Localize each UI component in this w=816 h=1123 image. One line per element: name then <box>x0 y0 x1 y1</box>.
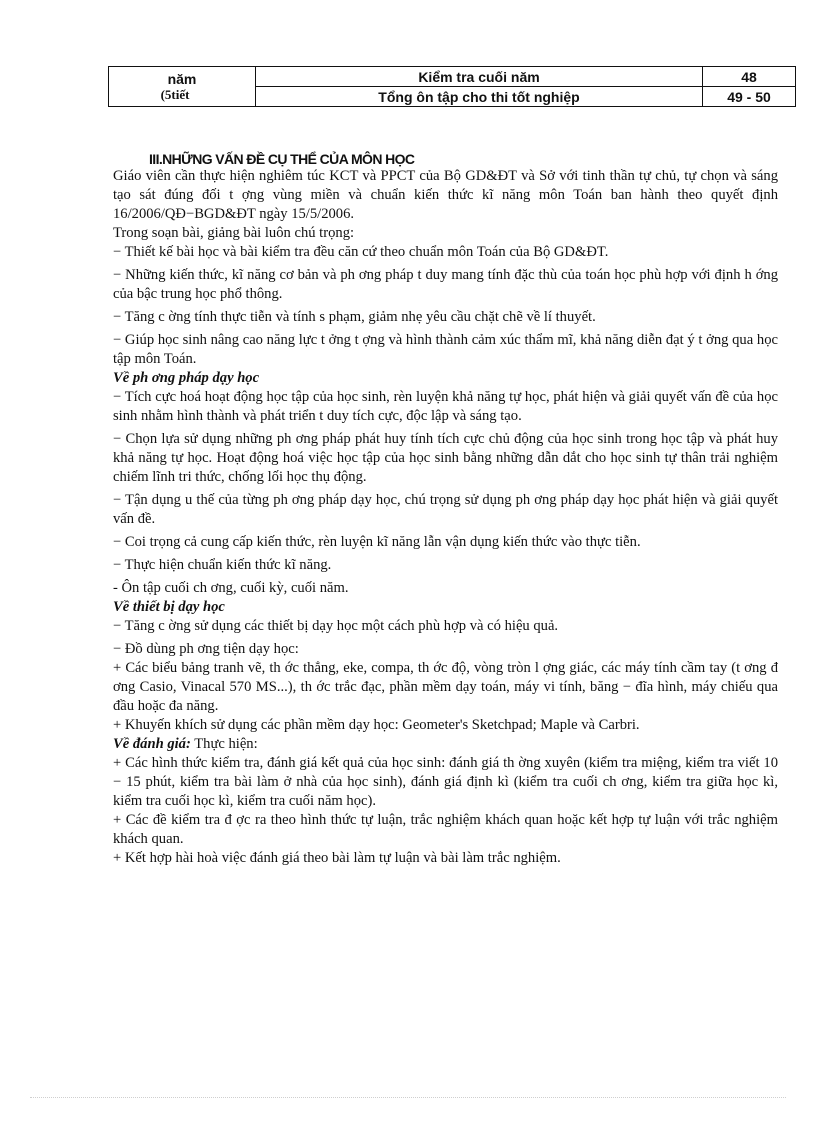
bullet-item: − Tận dụng u thế của từng ph ơng pháp dạy học, chú trọng sử dụng ph ơng pháp dạy học phát hiện và giải quyết vấn đề. <box>113 492 778 527</box>
bullet-item: − Giúp học sinh nâng cao năng lực t ởng t ợng và hình thành cảm xúc thẩm mĩ, khả năng diễn đạt ý t ởng qua học tập môn Toán. <box>113 332 778 367</box>
activity-cell: Tổng ôn tập cho thi tốt nghiệp <box>256 87 703 107</box>
bullet-item: − Những kiến thức, kĩ năng cơ bản và ph ơng pháp t duy mang tính đặc thù của toán học phù hợp với định h ớng của bậc trung học phổ thông. <box>113 267 778 302</box>
lesson-number-cell: 49 - 50 <box>703 87 796 107</box>
period-cell <box>109 67 256 107</box>
bullet-item: − Tăng c ờng tính thực tiễn và tính s phạm, giảm nhẹ yêu cầu chặt chẽ về lí thuyết. <box>113 309 596 325</box>
period-note: (5tiết <box>160 86 190 102</box>
period-label: năm <box>167 70 197 87</box>
bullet-item: + Các hình thức kiểm tra, đánh giá kết quả của học sinh: đánh giá th ờng xuyên (kiểm tra miệng, kiểm tra viết 10 − 15 phút, kiểm tra bài làm ở nhà của học sinh), đánh giá định kì (kiểm tra cuối ch ơng, kiểm tra giữa học kì, kiểm tra cuối học kì, kiểm tra cuối năm học). <box>113 755 778 809</box>
bullet-item: − Đồ dùng ph ơng tiện dạy học: <box>113 641 299 657</box>
method-heading: Về ph ơng pháp dạy học <box>113 370 260 386</box>
bullet-item: + Các đề kiểm tra đ ợc ra theo hình thức tự luận, trắc nghiệm khách quan hoặc kết hợp tự luận với trắc nghiệm khách quan. <box>113 812 778 847</box>
bullet-item: - Ôn tập cuối ch ơng, cuối kỳ, cuối năm. <box>113 580 349 596</box>
section-heading: III.NHỮNG VẤN ĐỀ CỤ THỂ CỦA MÔN HỌC <box>149 151 415 167</box>
bullet-item: + Kết hợp hài hoà việc đánh giá theo bài làm tự luận và bài làm trắc nghiệm. <box>113 850 561 866</box>
bullet-item: − Tăng c ờng sử dụng các thiết bị dạy học một cách phù hợp và có hiệu quả. <box>113 618 559 634</box>
assessment-line <box>113 735 778 754</box>
schedule-table <box>108 66 796 107</box>
footer-divider <box>30 1097 786 1098</box>
bullet-item: − Tích cực hoá hoạt động học tập của học sinh, rèn luyện khả năng tự học, phát hiện và giải quyết vấn đề của học sinh nhằm hình thành và phát triển t duy tích cực, độc lập và sáng tạo. <box>113 389 778 424</box>
bullet-item: − Thực hiện chuẩn kiến thức kĩ năng. <box>113 557 332 573</box>
bullet-item: − Chọn lựa sử dụng những ph ơng pháp phát huy tính tích cực chủ động của học sinh trong học tập và phát huy khả năng tự học. Hoạt động hoá việc học tập của học sinh bằng những dẫn dắt cho học sinh tự thân trải nghiệm chiếm lĩnh tri thức, chống lối học thụ động. <box>113 431 778 485</box>
bullet-item: + Khuyến khích sử dụng các phần mềm dạy học: Geometer's Sketchpad; Maple và Carbri. <box>113 717 640 733</box>
assessment-lead: Thực hiện: <box>190 736 258 752</box>
bullet-item: + Các biểu bảng tranh vẽ, th ớc thẳng, eke, compa, th ớc độ, vòng tròn l ợng giác, các máy tính cầm tay (t ơng đ ơng Casio, Vinacal 570 MS...), th ớc trắc đạc, phần mềm dạy toán, máy vi tính, băng − đĩa hình, máy chiếu qua đầu hoặc đa năng. <box>113 660 778 714</box>
paragraph: Giáo viên cần thực hiện nghiêm túc KCT và PPCT của Bộ GD&ĐT và Sở với tinh thần tự chủ, tự chọn và sáng tạo sát đúng đối t ợng vùng miền và chuẩn kiến thức kĩ năng môn Toán ban hành theo quyết định 16/2006/QĐ−BGD&ĐT ngày 15/5/2006. <box>113 168 778 222</box>
assessment-heading: Về đánh giá: <box>113 736 191 752</box>
paragraph: Trong soạn bài, giảng bài luôn chú trọng: <box>113 225 355 241</box>
table-row <box>109 67 796 87</box>
main-content <box>113 150 778 868</box>
bullet-item: − Coi trọng cả cung cấp kiến thức, rèn luyện kĩ năng lẫn vận dụng kiến thức vào thực tiễn. <box>113 534 641 550</box>
equipment-heading: Về thiết bị dạy học <box>113 599 225 615</box>
lesson-number-cell: 48 <box>703 67 796 87</box>
bullet-item: − Thiết kế bài học và bài kiểm tra đều căn cứ theo chuẩn môn Toán của Bộ GD&ĐT. <box>113 244 609 260</box>
activity-cell: Kiểm tra cuối năm <box>256 67 703 87</box>
